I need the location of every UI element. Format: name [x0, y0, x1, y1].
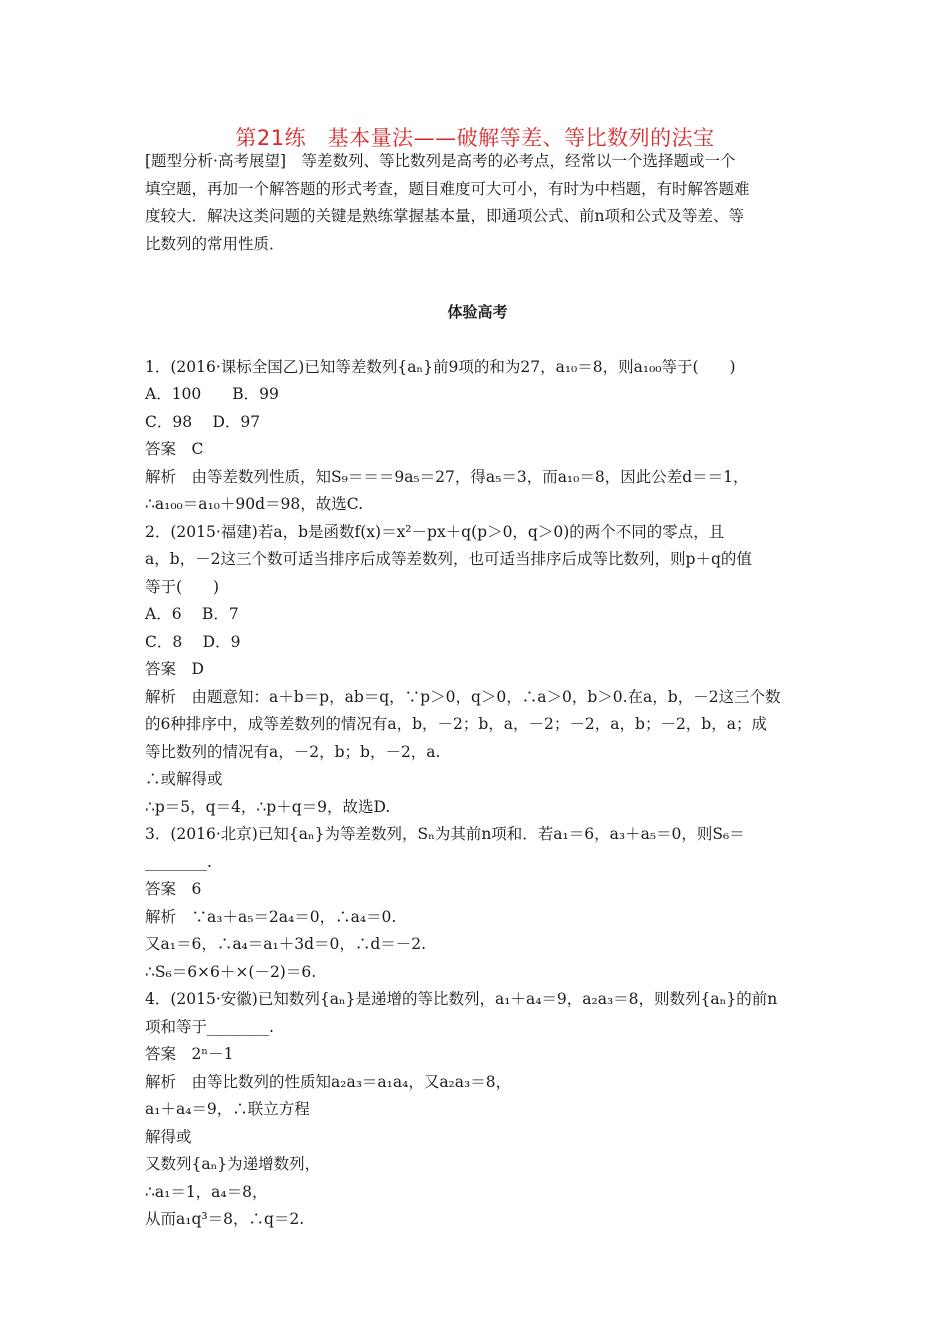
text-line: a₁＋a₄＝9，∴联立方程: [145, 1100, 310, 1118]
text-line: a，b，－2这三个数可适当排序后成等差数列，也可适当排序后成等比数列，则p＋q的值: [145, 550, 752, 568]
text-line: C．8 D．9: [145, 632, 241, 651]
text-line: 又a₁＝6，∴a₄＝a₁＋3d＝0，∴d＝－2.: [145, 935, 427, 953]
text-line: 项和等于________.: [145, 1017, 274, 1036]
intro-line: 填空题，再加一个解答题的形式考查，题目难度可大可小，有时为中档题，有时解答题难: [145, 179, 750, 198]
text-line: 解析 ∵a₃＋a₅＝2a₄＝0，∴a₄＝0.: [145, 907, 397, 926]
text-line: ∴或解得或: [145, 770, 223, 788]
text-line: 解析 由等比数列的性质知a₂a₃＝a₁a₄，又a₂a₃＝8，: [145, 1072, 512, 1091]
page-title: 第21练 基本量法——破解等差、等比数列的法宝: [235, 126, 715, 150]
intro-line: 比数列的常用性质．: [145, 234, 285, 253]
text-line: 从而a₁q³＝8，∴q＝2.: [145, 1210, 305, 1228]
text-line: 等比数列的情况有a，－2，b；b，－2，a.: [145, 742, 441, 761]
text-line: ∴a₁＝1，a₄＝8，: [145, 1182, 268, 1201]
text-line: 又数列{aₙ}为递增数列，: [145, 1155, 321, 1173]
text-line: 1．(2016·课标全国乙)已知等差数列{aₙ}前9项的和为27，a₁₀＝8，则a₁₀₀等于( ): [145, 357, 736, 376]
text-line: 解得或: [145, 1127, 192, 1146]
text-line: A．100 B．99: [145, 385, 279, 403]
text-line: 等于( ): [145, 577, 220, 596]
text-line: ∴S₆＝6×6＋×(－2)＝6.: [145, 962, 317, 981]
intro-line: [题型分析·高考展望] 等差数列、等比数列是高考的必考点，经常以一个选择题或一个: [145, 152, 736, 170]
text-line: 答案 2ⁿ－1: [145, 1045, 234, 1063]
text-line: 4．(2015·安徽)已知数列{aₙ}是递增的等比数列，a₁＋a₄＝9，a₂a₃＝8，则数列{aₙ}的前n: [145, 990, 778, 1008]
intro-paragraph: [145, 148, 810, 258]
text-line: 的6种排序中，成等差数列的情况有a，b，－2；b，a，－2；－2，a，b；－2，b，a；成: [145, 715, 767, 733]
document-body: [145, 148, 810, 1234]
text-line: 答案 6: [145, 880, 202, 898]
text-line: ∴p＝5，q＝4，∴p＋q＝9，故选D.: [145, 797, 391, 816]
text-line: C．98 D．97: [145, 412, 261, 431]
text-line: 2．(2015·福建)若a，b是函数f(x)＝x²－px＋q(p＞0，q＞0)的两个不同的零点，且: [145, 522, 725, 541]
text-line: 解析 由题意知：a＋b＝p，ab＝q，∵p＞0，q＞0，∴a＞0，b＞0.在a，b，－2这三个数: [145, 687, 781, 706]
section-heading: 体验高考: [447, 303, 508, 321]
intro-line: 度较大．解决这类问题的关键是熟练掌握基本量，即通项公式、前n项和公式及等差、等: [145, 207, 744, 225]
text-line: 答案 D: [145, 660, 204, 678]
text-line: 3．(2016·北京)已知{aₙ}为等差数列，Sₙ为其前n项和．若a₁＝6，a₃＋a₅＝0，则S₆＝: [145, 825, 745, 843]
text-line: A．6 B．7: [145, 605, 239, 623]
text-line: ∴a₁₀₀＝a₁₀＋90d＝98，故选C.: [145, 495, 364, 513]
text-line: 答案 C: [145, 440, 204, 458]
text-line: ________.: [145, 852, 212, 871]
problems: [145, 354, 810, 1234]
text-line: 解析 由等差数列性质，知S₉＝＝＝9a₅＝27，得a₅＝3，而a₁₀＝8，因此公差d＝＝1，: [145, 467, 749, 486]
